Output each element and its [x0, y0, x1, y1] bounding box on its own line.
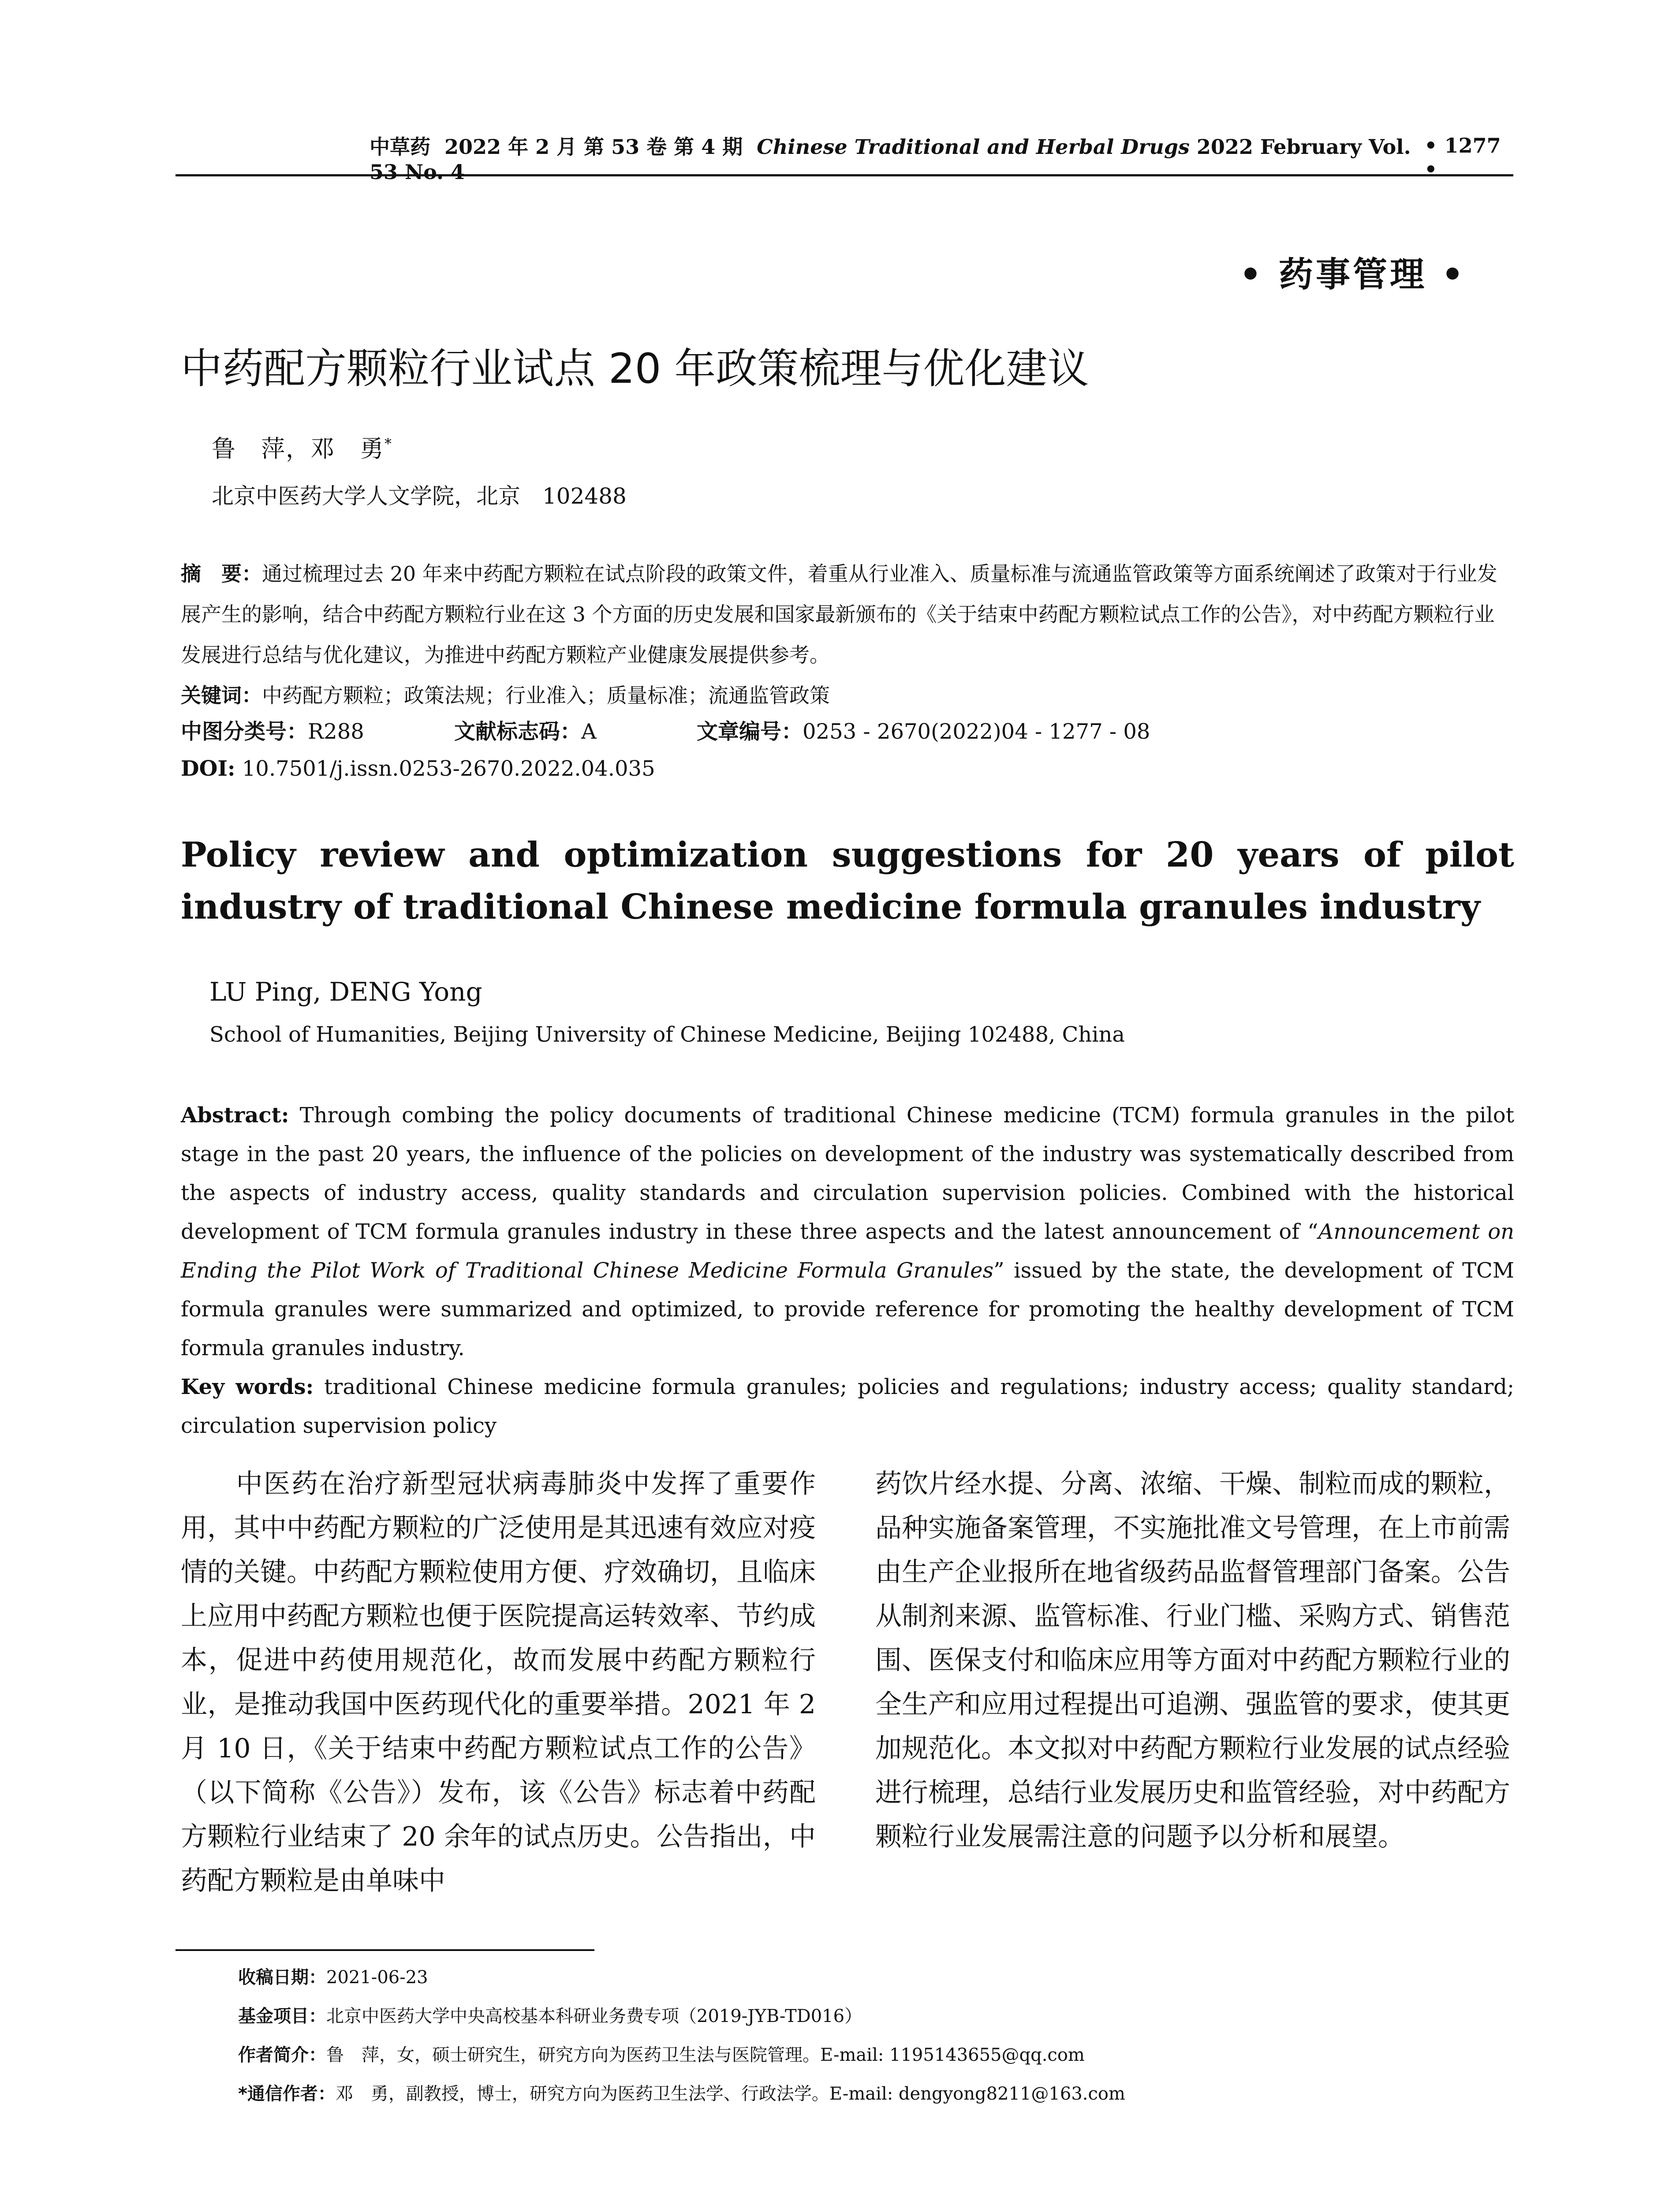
doi-value: 10.7501/j.issn.0253-2670.2022.04.035	[242, 756, 655, 781]
author-bio-text: 鲁 萍，女，硕士研究生，研究方向为医药卫生法与医院管理。E-mail: 1195143655@qq.com	[326, 2045, 1085, 2065]
corresponding-mark: *	[385, 435, 392, 452]
fund-text: 北京中医药大学中央高校基本科研业务费专项（2019-JYB-TD016）	[326, 2006, 862, 2026]
doi-row	[181, 756, 655, 781]
doc-code-value: A	[581, 719, 597, 744]
author-bio-label: 作者简介：	[238, 2045, 326, 2065]
clc-item	[181, 714, 454, 745]
clc-value: R288	[308, 719, 364, 744]
corresponding-text: 邓 勇，副教授，博士，研究方向为医药卫生法学、行政法学。E-mail: dengyong8211@163.com	[335, 2084, 1125, 2104]
keywords-cn: 中药配方颗粒；政策法规；行业准入；质量标准；流通监管政策	[262, 684, 830, 707]
article-number-item	[697, 714, 1150, 745]
running-head	[175, 134, 1513, 184]
authors-cn-text: 鲁 萍，邓 勇	[212, 435, 385, 463]
footnote-corresponding	[238, 2074, 1125, 2113]
footnotes	[238, 1958, 1125, 2113]
section-label: • 药事管理 •	[1239, 254, 1466, 295]
keywords-en-label: Key words:	[181, 1375, 314, 1399]
body-paragraph-left: 中医药在治疗新型冠状病毒肺炎中发挥了重要作用，其中中药配方颗粒的广泛使用是其迅速有效应对疫情的关键。中药配方颗粒使用方便、疗效确切，且临床上应用中药配方颗粒也便于医院提高运转效率、节约成本，促进中药使用规范化，故而发展中药配方颗粒行业，是推动我国中医药现代化的重要举措。2021 年 2 月 10 日，《关于结束中药配方颗粒试点工作的公告》（以下简称《公告》）发布，该《公告》标志着中药配方颗粒行业结束了 20 余年的试点历史。公告指出，中药配方颗粒是由单味中	[181, 1469, 816, 1896]
received-label: 收稿日期：	[238, 1967, 326, 1988]
abstract-cn	[181, 553, 1514, 716]
journal-name-en: Chinese Traditional and Herbal Drugs	[757, 135, 1190, 159]
header-rule	[175, 174, 1513, 176]
title-en: Policy review and optimization suggestions for 20 years of pilot industry of traditional Chinese medicine formula granules industry	[181, 835, 1514, 927]
issue-en: 2022 February Vol. 53 No. 4	[370, 135, 1411, 184]
article-number-value: 0253 - 2670(2022)04 - 1277 - 08	[803, 719, 1150, 744]
abstract-en-label: Abstract:	[181, 1103, 289, 1128]
received-date: 2021-06-23	[326, 1967, 428, 1988]
fund-label: 基金项目：	[238, 2006, 326, 2026]
footnote-author	[238, 2036, 1125, 2074]
abstract-cn-text: 通过梳理过去 20 年来中药配方颗粒在试点阶段的政策文件，着重从行业准入、质量标准与流通监管政策等方面系统阐述了政策对于行业发展产生的影响，结合中药配方颗粒行业在这 3 个方面的历史发展和国家最新颁布的《关于结束中药配方颗粒试点工作的公告》，对中药配方颗粒行业发展进行总结与优化建议，为推进中药配方颗粒产业健康发展提供参考。	[181, 562, 1497, 667]
corresponding-label: *通信作者：	[238, 2084, 336, 2104]
title-cn: 中药配方颗粒行业试点 20 年政策梳理与优化建议	[181, 345, 1089, 393]
doi-label: DOI:	[181, 756, 235, 781]
footnote-fund	[238, 1997, 1125, 2036]
classification-row	[181, 714, 1150, 745]
issue-cn: 2022 年 2 月 第 53 卷 第 4 期	[444, 135, 743, 159]
abstract-en-italic: Announcement on Ending the Pilot Work of Traditional Chinese Medicine Formula Granules	[181, 1219, 1515, 1283]
doc-code-label: 文献标志码：	[454, 719, 582, 744]
keywords-cn-label: 关键词：	[181, 684, 262, 707]
authors-cn	[212, 430, 392, 464]
doc-code-item	[454, 714, 697, 745]
journal-name-cn: 中草药	[370, 135, 430, 159]
clc-label: 中图分类号：	[181, 719, 308, 744]
abstract-cn-label: 摘 要：	[181, 562, 262, 586]
authors-en: LU Ping, DENG Yong	[209, 977, 482, 1007]
affiliation-en: School of Humanities, Beijing University of Chinese Medicine, Beijing 102488, China	[209, 1022, 1125, 1047]
footnote-received	[238, 1958, 1125, 1997]
article-number-label: 文章编号：	[697, 719, 803, 744]
page-number: • 1277 •	[1424, 134, 1501, 181]
abstract-en-text-1: Through combing the policy documents of traditional Chinese medicine (TCM) formula granules in the pilot stage in the past 20 years, the influence of the policies on development of the industry was systematically described from the aspects of industry access, quality standards and circulation supervision policies. Combined with the historical development of TCM formula granules industry in these three aspects and the latest announcement of “	[181, 1103, 1514, 1244]
abstract-en	[181, 1096, 1514, 1445]
abstract-en-text-2: ” issued by the state, the development of TCM formula granules were summarized and optimized, to provide reference for promoting the healthy development of TCM formula granules industry.	[181, 1258, 1515, 1360]
body-paragraph-right: 药饮片经水提、分离、浓缩、干燥、制粒而成的颗粒，品种实施备案管理，不实施批准文号管理，在上市前需由生产企业报所在地省级药品监督管理部门备案。公告从制剂来源、监管标准、行业门槛、采购方式、销售范围、医保支付和临床应用等方面对中药配方颗粒行业的全生产和应用过程提出可追溯、强监管的要求，使其更加规范化。本文拟对中药配方颗粒行业发展的试点经验进行梳理，总结行业发展历史和监管经验，对中药配方颗粒行业发展需注意的问题予以分析和展望。	[875, 1469, 1510, 1852]
affiliation-cn: 北京中医药大学人文学院，北京 102488	[212, 483, 627, 509]
keywords-en: traditional Chinese medicine formula granules; policies and regulations; industry access; quality standard; circulation supervision policy	[181, 1375, 1514, 1438]
body-column-right	[875, 1462, 1510, 1859]
body-column-left	[181, 1462, 816, 1903]
footnote-rule	[175, 1949, 594, 1951]
